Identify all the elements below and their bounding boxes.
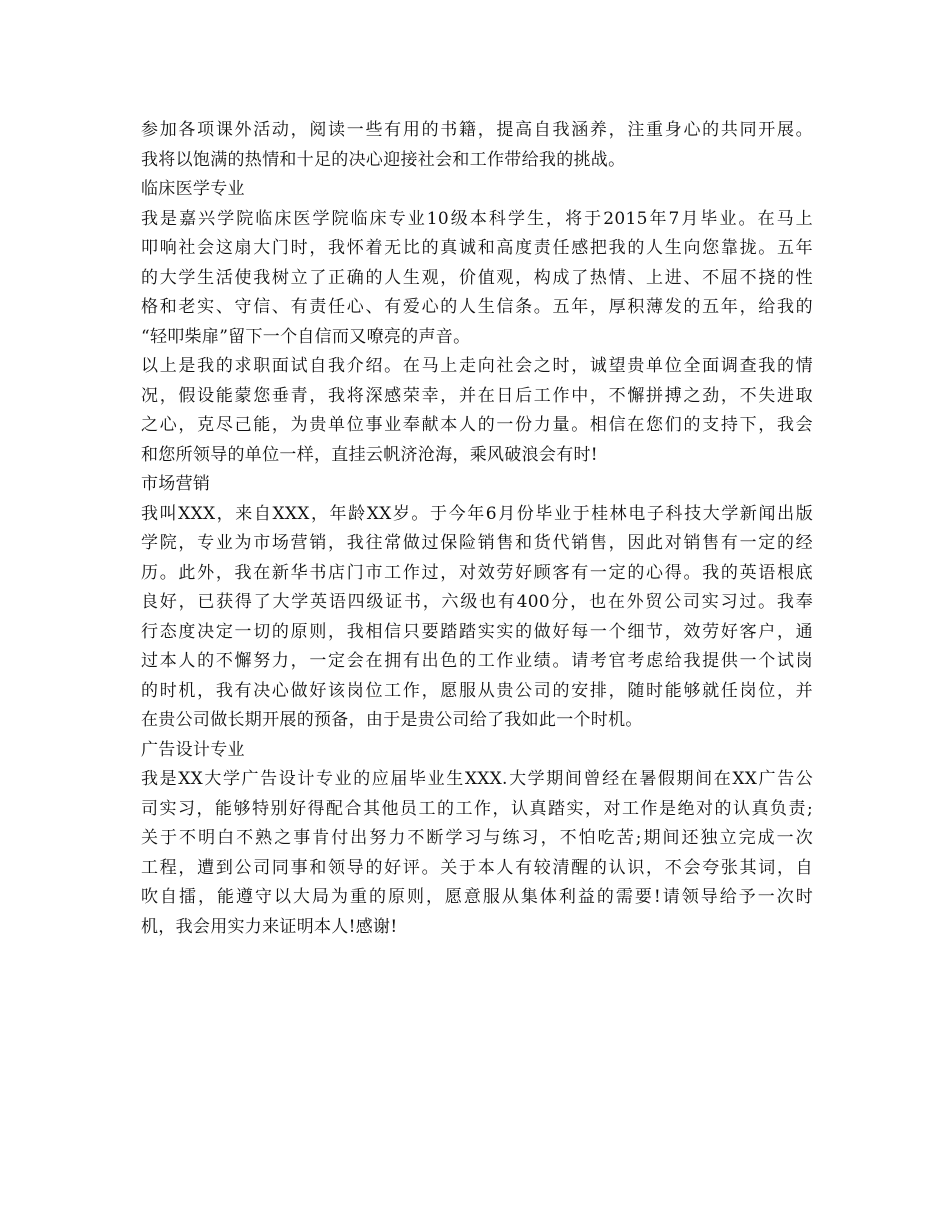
section-heading — [141, 736, 813, 766]
paragraph — [141, 765, 813, 942]
text-line: 吹自擂，能遵守以大局为重的原则，愿意服从集体利益的需要!请领导给予一次时 — [141, 887, 813, 907]
paragraph — [141, 116, 813, 175]
text-line: 司实习，能够特别好得配合其他员工的工作，认真踏实，对工作是绝对的认真负责; — [141, 798, 813, 819]
text-line: 过本人的不懈努力，一定会在拥有出色的工作业绩。请考官考虑给我提供一个试岗 — [141, 651, 813, 671]
text-line: 我将以饱满的热情和十足的决心迎接社会和工作带给我的挑战。 — [141, 149, 626, 170]
paragraph — [141, 352, 813, 470]
text-line: 叩响社会这扇大门时，我怀着无比的真诚和高度责任感把我的人生向您靠拢。五年 — [141, 238, 813, 258]
section-heading — [141, 175, 813, 205]
text-line: 历。此外，我在新华书店门市工作过，对效劳好顾客有一定的心得。我的英语根底 — [141, 562, 813, 583]
document-page — [141, 116, 813, 942]
text-line: 行态度决定一切的原则，我相信只要踏踏实实的做好每一个细节，效劳好客户，通 — [141, 621, 813, 642]
text-line: 之心，克尽己能，为贵单位事业奉献本人的一份力量。相信在您们的支持下，我会 — [141, 415, 813, 435]
text-line: 格和老实、守信、有责任心、有爱心的人生信条。五年，厚积薄发的五年，给我的 — [141, 297, 813, 317]
heading-text: 市场营销 — [141, 474, 211, 494]
text-line: 工程，遭到公司同事和领导的好评。关于本人有较清醒的认识，不会夸张其词，自 — [141, 857, 813, 878]
text-line: “轻叩柴扉”留下一个自信而又嘹亮的声音。 — [141, 326, 471, 347]
text-line: 在贵公司做长期开展的预备，由于是贵公司给了我如此一个时机。 — [141, 710, 643, 730]
text-line: 的大学生活使我树立了正确的人生观，价值观，构成了热情、上进、不屈不挠的性 — [141, 267, 813, 288]
paragraph — [141, 205, 813, 353]
heading-text: 临床医学专业 — [141, 179, 245, 199]
text-line: 参加各项课外活动，阅读一些有用的书籍，提高自我涵养，注重身心的共同开展。 — [141, 120, 813, 140]
section-heading — [141, 470, 813, 500]
text-line: 和您所领导的单位一样，直挂云帆济沧海，乘风破浪会有时! — [141, 444, 598, 465]
text-line: 良好，已获得了大学英语四级证书，六级也有400分，也在外贸公司实习过。我奉 — [141, 592, 813, 612]
text-line: 关于不明白不熟之事肯付出努力不断学习与练习，不怕吃苦;期间还独立完成一次 — [141, 828, 813, 848]
text-line: 的时机，我有决心做好该岗位工作，愿服从贵公司的安排，随时能够就任岗位，并 — [141, 680, 813, 701]
text-line: 我是嘉兴学院临床医学院临床专业10级本科学生，将于2015年7月毕业。在马上 — [141, 208, 813, 229]
text-line: 以上是我的求职面试自我介绍。在马上走向社会之时，诚望贵单位全面调查我的情 — [141, 356, 813, 376]
text-line: 我是XX大学广告设计专业的应届毕业生XXX.大学期间曾经在暑假期间在XX广告公 — [141, 769, 813, 789]
heading-text: 广告设计专业 — [141, 739, 245, 760]
text-line: 我叫XXX，来自XXX，年龄XX岁。于今年6月份毕业于桂林电子科技大学新闻出版 — [141, 503, 813, 524]
text-line: 况，假设能蒙您垂青，我将深感荣幸，并在日后工作中，不懈拼搏之劲，不失进取 — [141, 385, 813, 406]
text-line: 机，我会用实力来证明本人!感谢! — [141, 916, 398, 937]
text-line: 学院，专业为市场营销，我往常做过保险销售和货代销售，因此对销售有一定的经 — [141, 533, 813, 553]
paragraph — [141, 500, 813, 736]
